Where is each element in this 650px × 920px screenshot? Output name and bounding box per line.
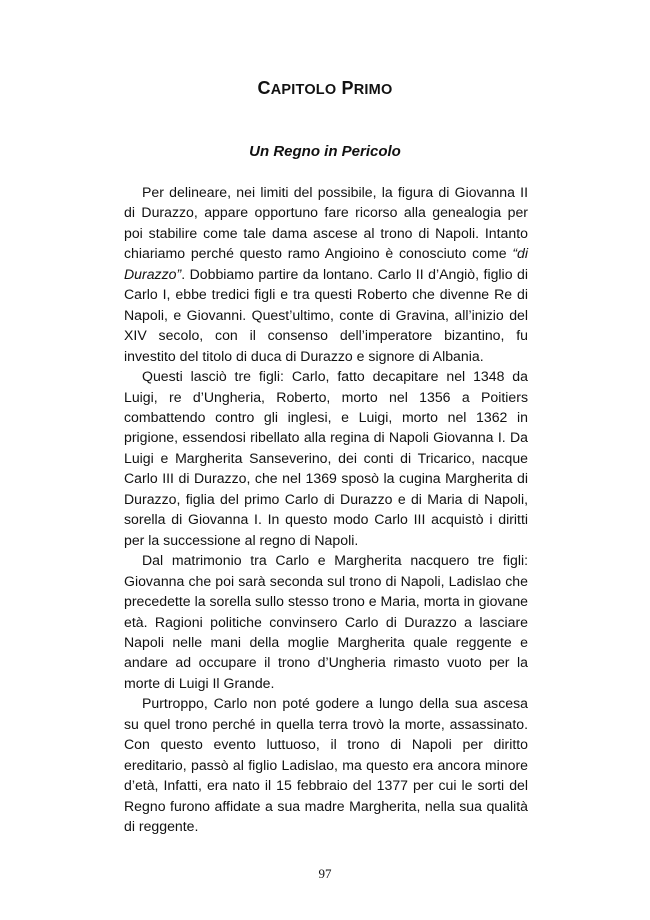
chapter-title xyxy=(0,78,650,99)
page-number: 97 xyxy=(318,866,332,881)
paragraph-3: Dal matrimonio tra Carlo e Margherita nacquero tre figli: Giovanna che poi sarà seconda sul trono di Napoli, Ladislao che precedette la sorella sullo stesso trono e Maria, morta in giovane età. Ragioni politiche convinsero Carlo di Durazzo a lasciare Napoli nelle mani della moglie Margherita quale reggente e andare ad occupare il trono d’Ungheria rimasto vuoto per la morte di Luigi Il Grande. xyxy=(124,552,528,691)
paragraph-1-text-end: . Dobbiamo partire da lontano. Carlo II d’Angiò, figlio di Carlo I, ebbe tredici figli e tra questi Roberto che divenne Re di Napoli, e Giovanni. Quest’ultimo, conte di Gravina, all’inizio del XIV secolo, con il consenso dell’imperatore bizantino, fu investito del titolo di duca di Durazzo e signore di Albania. xyxy=(124,265,528,364)
chapter-title-rest-2: RIMO xyxy=(353,82,393,98)
paragraph-1-emphasis: “di Durazzo” xyxy=(124,245,528,282)
paragraph-2: Questi lasciò tre figli: Carlo, fatto decapitare nel 1348 da Luigi, re d’Ungheria, Roberto, morto nel 1356 a Poitiers combattendo contro gli inglesi, e Luigi, morto nel 1362 in prigione, essendosi ribellato alla regina di Napoli Giovanna I. Da Luigi e Margherita Sanseverino, dei conti di Tricarico, nacque Carlo III di Durazzo, che nel 1369 sposò la cugina Margherita di Durazzo, figlia del primo Carlo di Durazzo e di Maria di Napoli, sorella di Giovanna I. In questo modo Carlo III acquistò i diritti per la successione al regno di Napoli. xyxy=(124,368,528,548)
paragraph-1 xyxy=(124,182,528,366)
chapter-title-initial-1: C xyxy=(257,78,271,98)
section-title: Un Regno in Pericolo xyxy=(249,143,401,160)
chapter-title-rest-1: APITOLO xyxy=(270,82,337,98)
paragraph-1-text-start: Per delineare, nei limiti del possibile, la figura di Giovanna II di Durazzo, appare opportuno fare ricorso alla genealogia per poi stabilire come tale dama ascese al trono di Napoli. Intanto chiariamo perché questo ramo Angioino è conosciuto come xyxy=(124,184,528,262)
body-text xyxy=(124,182,528,837)
paragraph-4: Purtroppo, Carlo non poté godere a lungo della sua ascesa su quel trono perché in quella terra trovò la morte, assassinato. Con questo evento luttuoso, il trono di Napoli per diritto ereditario, passò al figlio Ladislao, ma questo era ancora minore d’età, Infatti, era nato il 15 febbraio del 1377 per cui le sorti del Regno furono affidate a sua madre Margherita, nella sua qualità di reggente. xyxy=(124,695,528,835)
chapter-title-initial-2: P xyxy=(341,78,354,98)
